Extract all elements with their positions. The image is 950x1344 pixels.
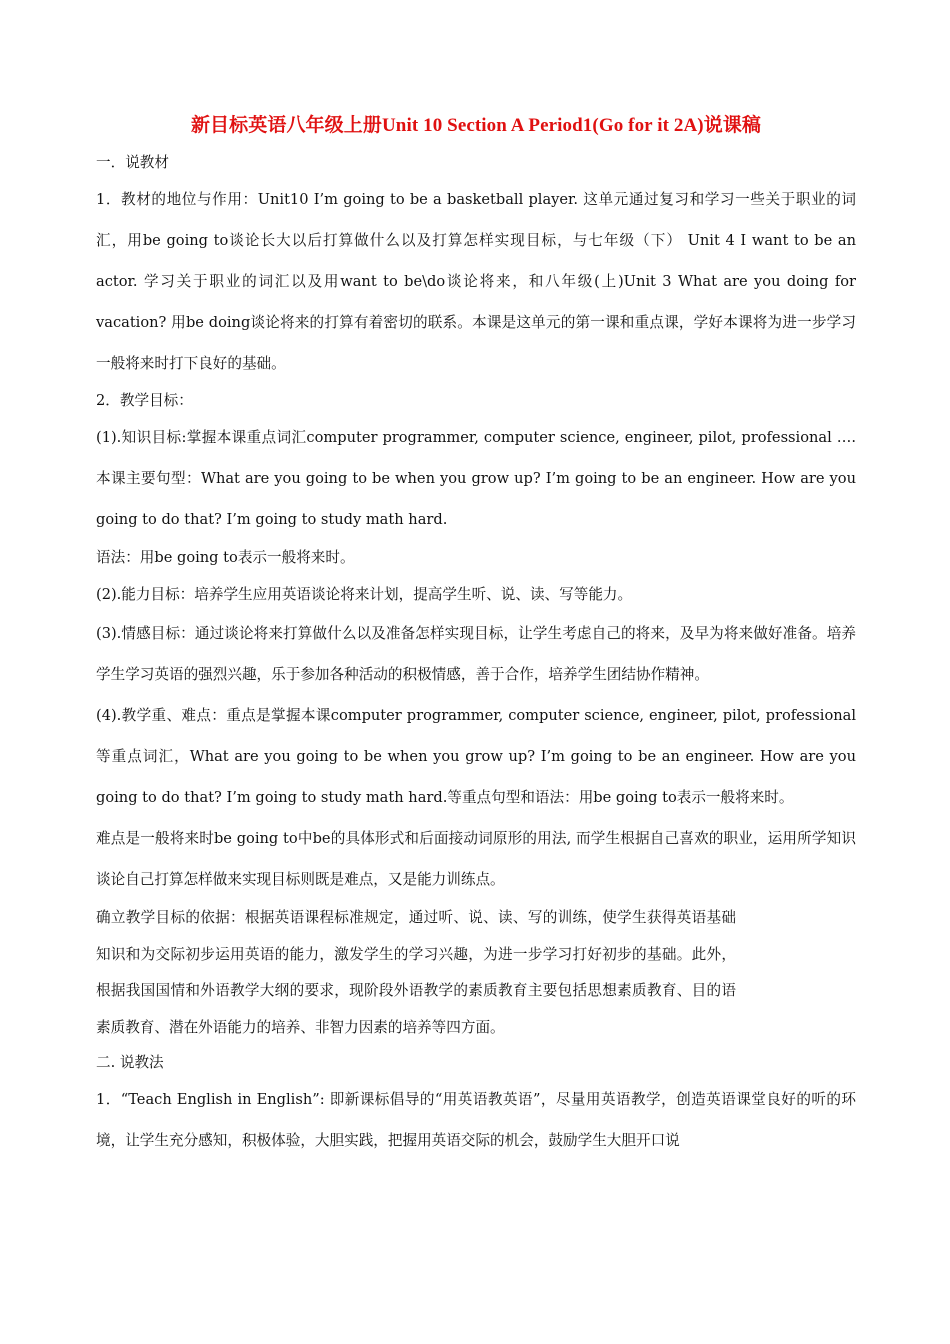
paragraph-teach-english: 1．“Teach English in English”: 即新课标倡导的“用英语教英语”，尽量用英语教学，创造英语课堂良好的听的环境，让学生充分感知，积极体验，大胆实践，把握用英语交际的机会，鼓励学生大胆开口说: [96, 1091, 856, 1149]
subheading-teaching-goals: 2．教学目标：: [96, 392, 193, 409]
document-page: [96, 112, 856, 1161]
paragraph-difficulties: 难点是一般将来时be going to中be的具体形式和后面接动词原形的用法, 而学生根据自己喜欢的职业，运用所学知识谈论自己打算怎样做来实现目标则既是难点，又是能力训练点。: [96, 830, 856, 888]
paragraph-knowledge-goal: (1).知识目标:掌握本课重点词汇computer programmer, computer science, engineer, pilot, professional ….本课主要句型：What are you going to be when you grow up? I’m going to be an engineer. How are you going to do that? I’m going to study math hard.: [96, 429, 856, 528]
section-heading-textbook: 一．说教材: [96, 154, 169, 171]
paragraph-goal-basis: 确立教学目标的依据：根据英语课程标准规定，通过听、说、读、写的训练，使学生获得英语基础知识和为交际初步运用英语的能力，激发学生的学习兴趣，为进一步学习打好初步的基础。此外，根据我国国情和外语教学大纲的要求，现阶段外语教学的素质教育主要包括思想素质教育、目的语素质教育、潜在外语能力的培养、非智力因素的培养等四方面。: [96, 909, 736, 1036]
paragraph-ability-goal: (2).能力目标：培养学生应用英语谈论将来计划，提高学生听、说、读、写等能力。: [96, 585, 633, 603]
paragraph-textbook-role: 1．教材的地位与作用：Unit10 I’m going to be a basketball player. 这单元通过复习和学习一些关于职业的词汇，用be going to谈论长大以后打算做什么以及打算怎样实现目标，与七年级（下） Unit 4 I want to be an actor. 学习关于职业的词汇以及用want to be\do谈论将来，和八年级(上)Unit 3 What are you doing for vacation? 用be doing谈论将来的打算有着密切的联系。本课是这单元的第一课和重点课，学好本课将为进一步学习一般将来时打下良好的基础。: [96, 191, 856, 372]
document-title: 新目标英语八年级上册Unit 10 Section A Period1(Go for it 2A)说课稿: [190, 115, 762, 136]
paragraph-grammar: 语法：用be going to表示一般将来时。: [96, 549, 355, 566]
paragraph-emotion-goal: (3).情感目标：通过谈论将来打算做什么以及准备怎样实现目标，让学生考虑自己的将来，及早为将来做好准备。培养学生学习英语的强烈兴趣，乐于参加各种活动的积极情感，善于合作，培养学生团结协作精神。: [96, 625, 856, 683]
section-heading-methods: 二. 说教法: [96, 1054, 164, 1071]
paragraph-key-points: (4).教学重、难点：重点是掌握本课computer programmer, computer science, engineer, pilot, professional等重点词汇，What are you going to be when you grow up? I’m going to be an engineer. How are you going to do that? I’m going to study math hard.等重点句型和语法：用be going to表示一般将来时。: [96, 707, 856, 806]
